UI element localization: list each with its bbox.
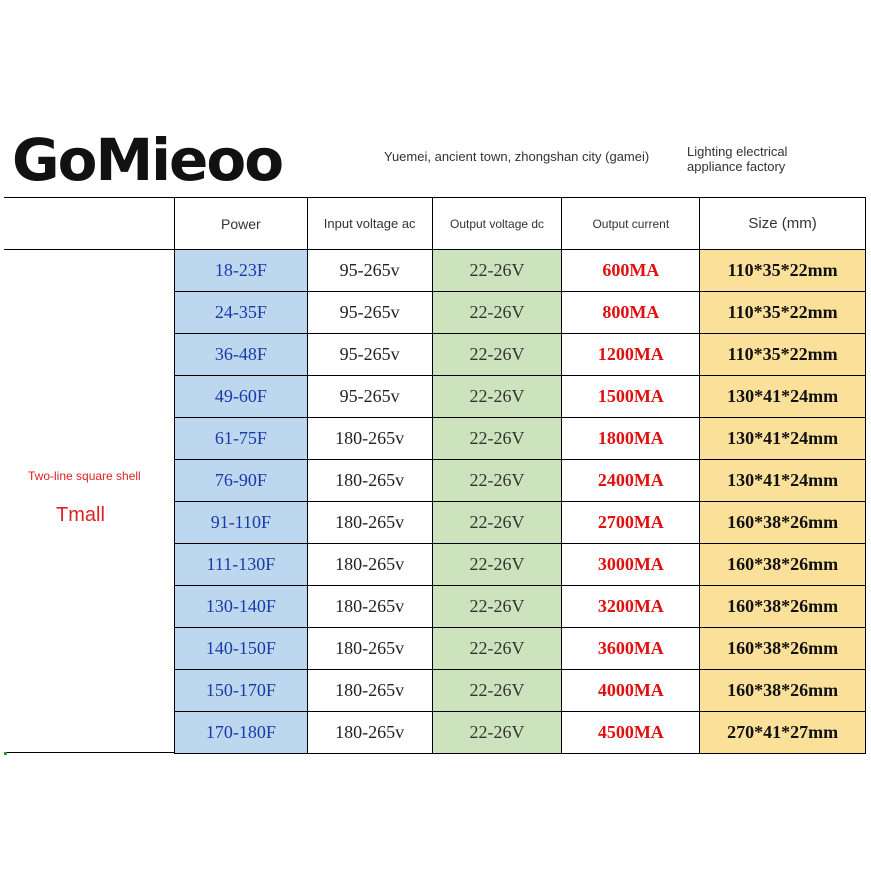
column-header-output-current: Output current [562,198,700,250]
cell-power: 111-130F [175,544,308,586]
cell-output-current: 2700MA [562,502,700,544]
cell-size: 160*38*26mm [700,502,866,544]
cell-power: 130-140F [175,586,308,628]
cell-output-current: 4000MA [562,670,700,712]
cell-output-current: 3200MA [562,586,700,628]
cell-output-voltage: 22-26V [432,376,562,418]
table-row [175,712,866,754]
cell-output-current: 2400MA [562,460,700,502]
divider [4,752,174,753]
cell-output-voltage: 22-26V [432,586,562,628]
cell-size: 270*41*27mm [700,712,866,754]
column-header-input-voltage: Input voltage ac [307,198,432,250]
cell-power: 18-23F [175,250,308,292]
cell-output-voltage: 22-26V [432,544,562,586]
cell-output-voltage: 22-26V [432,460,562,502]
cell-output-voltage: 22-26V [432,418,562,460]
cell-power: 36-48F [175,334,308,376]
column-header-power: Power [175,198,308,250]
sheet-header [4,119,866,198]
table-row [175,544,866,586]
table-row [175,460,866,502]
cell-power: 170-180F [175,712,308,754]
table-row [175,292,866,334]
cell-output-current: 1800MA [562,418,700,460]
cell-power: 49-60F [175,376,308,418]
cell-input-voltage: 95-265v [307,292,432,334]
cell-output-current: 800MA [562,292,700,334]
cell-output-current: 4500MA [562,712,700,754]
column-header-size: Size (mm) [700,198,866,250]
divider [4,249,174,250]
corner-mark [4,752,7,755]
table-row [175,502,866,544]
cell-input-voltage: 180-265v [307,670,432,712]
table-header-row [175,198,866,250]
cell-input-voltage: 180-265v [307,460,432,502]
cell-size: 110*35*22mm [700,334,866,376]
cell-output-voltage: 22-26V [432,250,562,292]
cell-input-voltage: 95-265v [307,250,432,292]
store-label: Tmall [56,504,105,526]
factory-name: Lighting electrical appliance factory [687,144,788,174]
cell-size: 160*38*26mm [700,670,866,712]
cell-size: 130*41*24mm [700,460,866,502]
cell-power: 24-35F [175,292,308,334]
factory-address: Yuemei, ancient town, zhongshan city (gamei) [384,149,650,164]
cell-size: 160*38*26mm [700,544,866,586]
cell-input-voltage: 95-265v [307,376,432,418]
cell-size: 130*41*24mm [700,418,866,460]
cell-output-current: 600MA [562,250,700,292]
cell-output-current: 1500MA [562,376,700,418]
cell-size: 110*35*22mm [700,292,866,334]
spec-table [174,197,866,754]
cell-output-voltage: 22-26V [432,628,562,670]
cell-output-voltage: 22-26V [432,334,562,376]
cell-input-voltage: 180-265v [307,544,432,586]
table-row [175,418,866,460]
cell-power: 76-90F [175,460,308,502]
spec-sheet [4,119,866,753]
cell-output-current: 3600MA [562,628,700,670]
cell-size: 160*38*26mm [700,586,866,628]
brand-logo: GoMieoo [12,126,283,194]
table-row [175,376,866,418]
cell-size: 130*41*24mm [700,376,866,418]
cell-power: 140-150F [175,628,308,670]
table-row [175,334,866,376]
cell-size: 160*38*26mm [700,628,866,670]
cell-output-voltage: 22-26V [432,712,562,754]
cell-input-voltage: 180-265v [307,628,432,670]
table-row [175,628,866,670]
cell-output-current: 3000MA [562,544,700,586]
table-row [175,670,866,712]
cell-output-voltage: 22-26V [432,502,562,544]
table-row [175,250,866,292]
cell-input-voltage: 180-265v [307,712,432,754]
cell-output-current: 1200MA [562,334,700,376]
cell-input-voltage: 95-265v [307,334,432,376]
cell-input-voltage: 180-265v [307,418,432,460]
cell-power: 150-170F [175,670,308,712]
cell-size: 110*35*22mm [700,250,866,292]
table-row [175,586,866,628]
cell-output-voltage: 22-26V [432,292,562,334]
column-header-output-voltage: Output voltage dc [432,198,562,250]
cell-input-voltage: 180-265v [307,586,432,628]
cell-output-voltage: 22-26V [432,670,562,712]
cell-power: 61-75F [175,418,308,460]
shell-type-label: Two-line square shell [28,469,141,483]
cell-power: 91-110F [175,502,308,544]
cell-input-voltage: 180-265v [307,502,432,544]
